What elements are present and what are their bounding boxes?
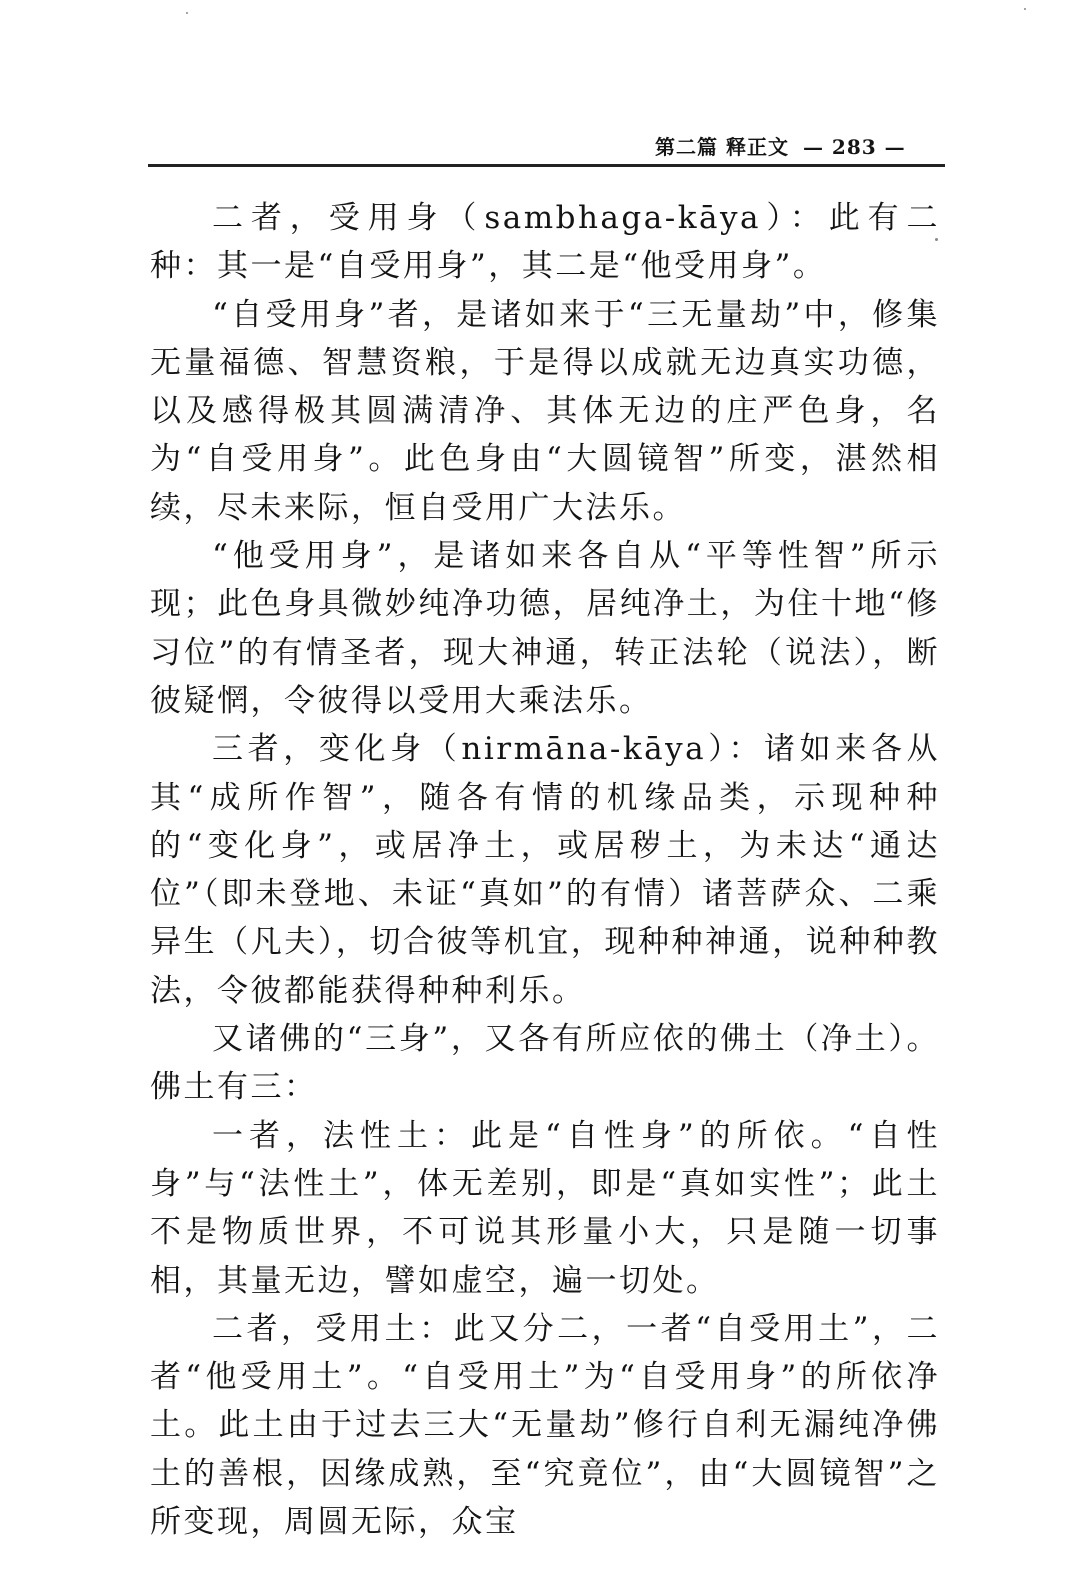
paragraph: “自受用身”者，是诸如来于“三无量劫”中，修集无量福德、智慧资粮，于是得以成就无边真实功德，以及感得极其圆满清净、其体无边的庄严色身，名为“自受用身”。此色身由“大圆镜智”所变，湛然相续，尽未来际，恒自受用广大法乐。 — [150, 296, 940, 526]
running-header — [655, 131, 943, 160]
scan-speck — [1024, 8, 1026, 10]
paragraph: 一者，法性土：此是“自性身”的所依。“自性身”与“法性土”，体无差别，即是“真如实性”；此土不是物质世界，不可说其形量小大，只是随一切事相，其量无边，譬如虚空，遍一切处。 — [150, 1117, 940, 1299]
scan-speck — [935, 238, 938, 241]
paragraph: 又诸佛的“三身”，又各有所应依的佛土（净土）。佛土有三： — [150, 1021, 940, 1106]
paragraph: “他受用身”，是诸如来各自从“平等性智”所示现；此色身具微妙纯净功德，居纯净土，为住十地“修习位”的有情圣者，现大神通，转正法轮（说法），断彼疑惘，令彼得以受用大乘法乐。 — [150, 538, 940, 719]
section-label: 释正文 — [725, 135, 789, 159]
chapter-label: 第二篇 — [655, 135, 718, 159]
paragraph: 二者，受用身（sambhaga-kāya）：此有二种：其一是“自受用身”，其二是“他受用身”。 — [150, 200, 940, 285]
header-rule — [148, 164, 945, 167]
scan-speck — [186, 12, 188, 14]
body-text — [150, 194, 940, 1546]
paragraph: 二者，受用土：此又分二，一者“自受用土”，二者“他受用土”。“自受用土”为“自受用身”的所依净土。此土由于过去三大“无量劫”修行自利无漏纯净佛土的善根，因缘成熟，至“究竟位”，由“大圆镜智”之所变现，周圆无际，众宝 — [150, 1310, 940, 1541]
paragraph: 三者，变化身（nirmāna-kāya）：诸如来各从其“成所作智”，随各有情的机缘品类，示现种种的“变化身”，或居净土，或居秽土，为未达“通达位”（即未登地、未证“真如”的有情）诸菩萨众、二乘异生（凡夫），切合彼等机宜，现种种神通，说种种教法，令彼都能获得种种利乐。 — [150, 731, 940, 1009]
page-number: — 283 — — [802, 135, 906, 159]
